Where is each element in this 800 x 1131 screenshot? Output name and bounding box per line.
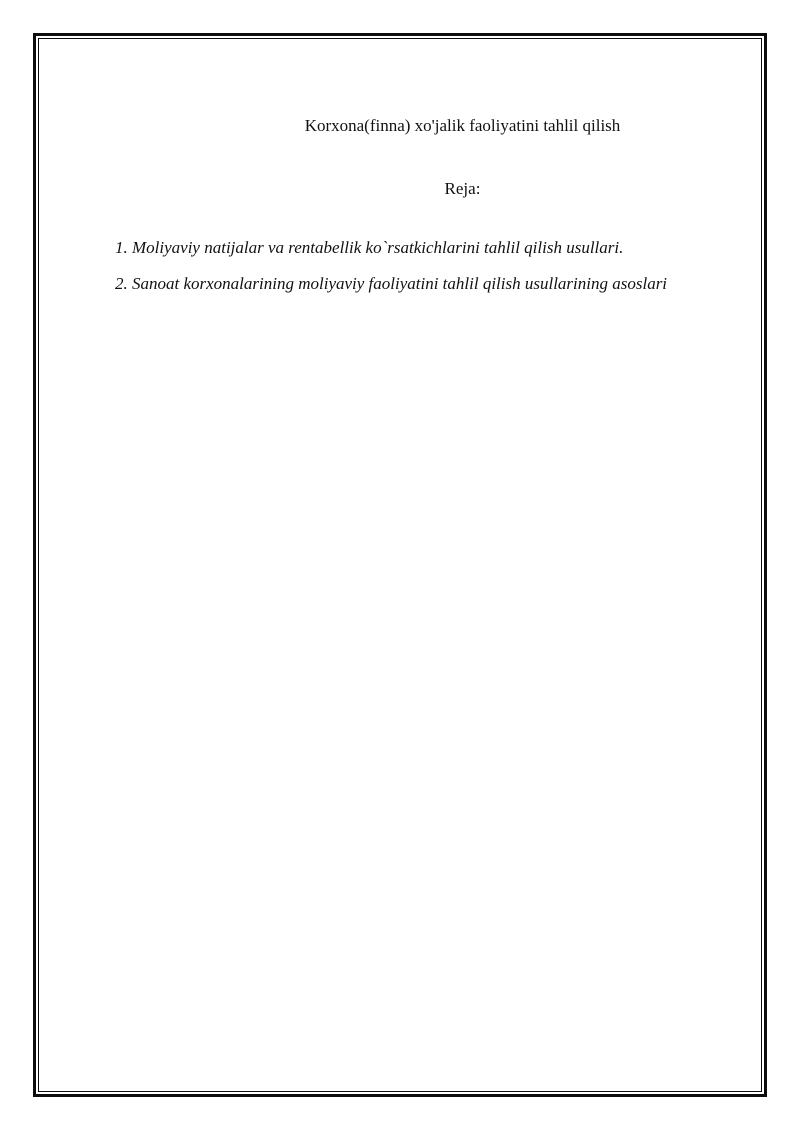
- plan-list: [115, 238, 667, 310]
- page-border-frame: [33, 33, 767, 1097]
- plan-heading: Reja:: [444, 179, 481, 198]
- plan-item-2: 2. Sanoat korxonalarining moliyaviy faoliyatini tahlil qilish usullarining asoslari: [115, 274, 668, 293]
- document-title: Korxona(finna) xo'jalik faoliyatini tahlil qilish: [304, 116, 621, 135]
- plan-item-1: 1. Moliyaviy natijalar va rentabellik ko`rsatkichlarini tahlil qilish usullari.: [115, 238, 624, 257]
